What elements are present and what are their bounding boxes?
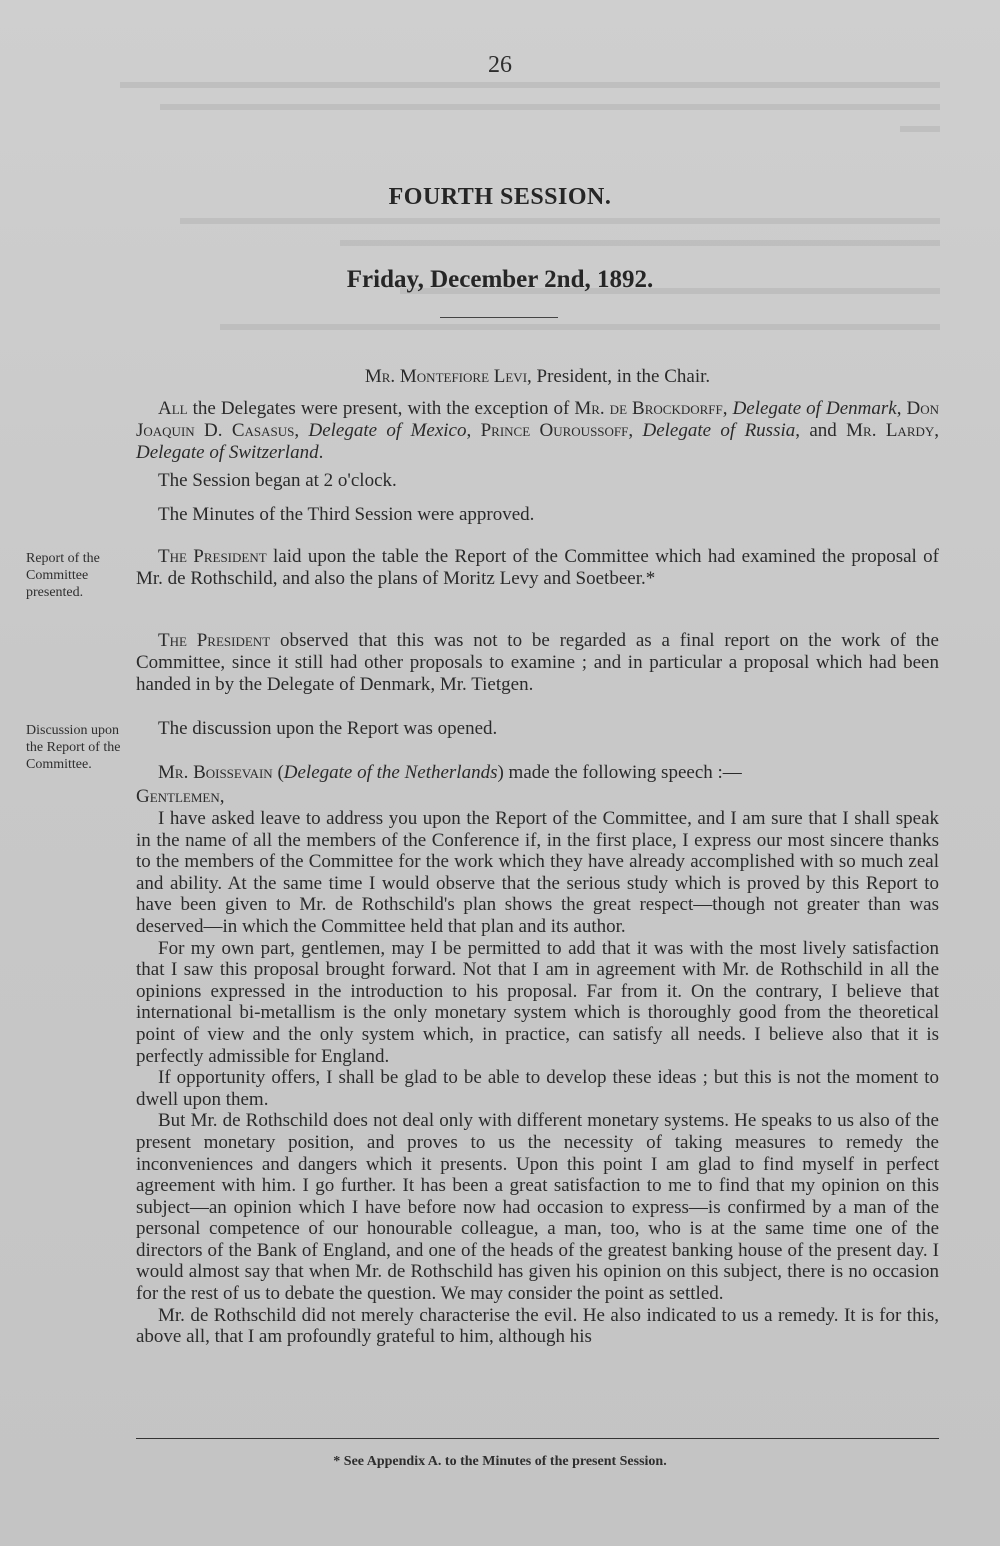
session-date: Friday, December 2nd, 1892. [346, 266, 654, 293]
observed-paragraph [136, 630, 939, 696]
delegate-name: Prince Ouroussoff [480, 420, 629, 441]
separator: , [466, 420, 481, 441]
separator: , and [795, 420, 847, 441]
footnote: * See Appendix A. to the Minutes of the present Session. [333, 1454, 667, 1469]
speech-paragraph: But Mr. de Rothschild does not deal only with different monetary systems. He speaks to us also of the present monetary position, and proves to us the necessity of taking measures to remedy the inconveniences and dangers which it presents. Upon this point I am glad to find myself in perfect agreement with him. I go further. It has been a great satisfaction to me to find that my opinion on this subject—an opinion which I have before now had occasion to express—is confirmed by a man of the personal competence of our honourable colleague, a man, too, who is at the same time one of the directors of the Bank of England, and one of the heads of the greatest banking house of the present day. I would almost say that when Mr. de Rothschild has given his opinion on this subject, there is no occasion for the rest of us to debate the question. We may consider the point as settled. [136, 1110, 939, 1305]
delegate-name: Mr. Lardy [846, 420, 935, 441]
speaker-name: The President [158, 546, 267, 567]
footnote-rule [136, 1438, 939, 1439]
separator: , [628, 420, 643, 441]
chair-role: , President, in the Chair. [527, 366, 711, 387]
salutation-text: Gentlemen, [136, 786, 225, 807]
salutation [136, 786, 939, 808]
delegate-role: Delegate of Mexico [308, 420, 467, 441]
separator: , [934, 420, 940, 441]
speech-paragraph: For my own part, gentlemen, may I be permitted to add that it was with the most lively satisfaction that I saw this proposal brought forward. Not that I am in agreement with Mr. de Rothschild in all the opinions expressed in the introduction to his proposal. Far from it. On the contrary, I believe that international bi-metallism is the only monetary system which is thoroughly good from the theoretical point of view and the only system which, in practice, can satisfy all needs. I believe also that it is perfectly admissible for England. [136, 937, 939, 1067]
separator: . [318, 442, 324, 463]
attendance-lead: All [158, 398, 188, 419]
delegate-role: Delegate of Denmark [732, 398, 897, 419]
speech-paragraph: I have asked leave to address you upon the Report of the Committee, and I am sure that I shall speak in the name of all the members of the Conference if, in the first place, I express our most sincere thanks to the members of the Committee for the work which they have already accomplished with so much zeal and ability. At the same time I would observe that the serious study which is proved by this Report to have been given to Mr. de Rothschild's plan shows the great respect—though not greater than was deserved—in which the Committee held that plan and its author. [136, 808, 939, 937]
session-title: FOURTH SESSION. [388, 184, 612, 210]
speech-paragraph: If opportunity offers, I shall be glad to be able to develop these ideas ; but this is not the moment to dwell upon them. [136, 1067, 939, 1110]
minutes-approved: The Minutes of the Third Session were approved. [158, 504, 535, 525]
paragraph-text: observed that this was not to be regarded as a final report on the work of the Committee, since it still had other proposals to examine ; and in particular a proposal which had been handed in by the Delegate of Denmark, Mr. Tietgen. [136, 630, 939, 695]
attendance-paragraph [136, 398, 939, 464]
speech-lead: ) made the following speech :— [497, 762, 742, 783]
delegate-name: Don Joaquin D. Casasus [136, 398, 940, 441]
title-rule [440, 317, 558, 318]
margin-note-discussion: Discussion upon the Report of the Committee. [26, 723, 121, 772]
chair-name: Mr. Montefiore Levi [364, 366, 528, 387]
speech-paragraph: Mr. de Rothschild did not merely characterise the evil. He also indicated to us a remedy. It is for this, above all, that I am profoundly grateful to him, although his [136, 1304, 939, 1348]
session-began: The Session began at 2 o'clock. [158, 470, 397, 491]
speaker-name: Mr. Boissevain [158, 762, 273, 783]
separator: , [722, 398, 733, 419]
speaker-role: Delegate of the Netherlands [283, 762, 498, 783]
delegate-name: Mr. de Brockdorff [574, 398, 723, 419]
chair-line [136, 366, 939, 388]
paren: ( [272, 762, 284, 783]
delegate-role: Delegate of Switzerland [136, 442, 319, 463]
paragraph-text: laid upon the table the Report of the Committee which had examined the proposal of Mr. de Rothschild, and also the plans of Moritz Levy and Soetbeer.* [136, 546, 939, 589]
page-number: 26 [488, 52, 512, 78]
speech-body [136, 808, 939, 1348]
delegate-role: Delegate of Russia [642, 420, 796, 441]
speech-intro [136, 762, 939, 784]
bleed-through-text [90, 78, 950, 344]
separator: , [896, 398, 907, 419]
report-paragraph [136, 546, 939, 590]
speaker-name: The President [158, 630, 271, 651]
margin-note-report: Report of the Committee presented. [26, 551, 100, 600]
discussion-opened: The discussion upon the Report was opened. [158, 718, 498, 739]
separator: , [294, 420, 309, 441]
attendance-text: the Delegates were present, with the exception of [187, 398, 575, 419]
